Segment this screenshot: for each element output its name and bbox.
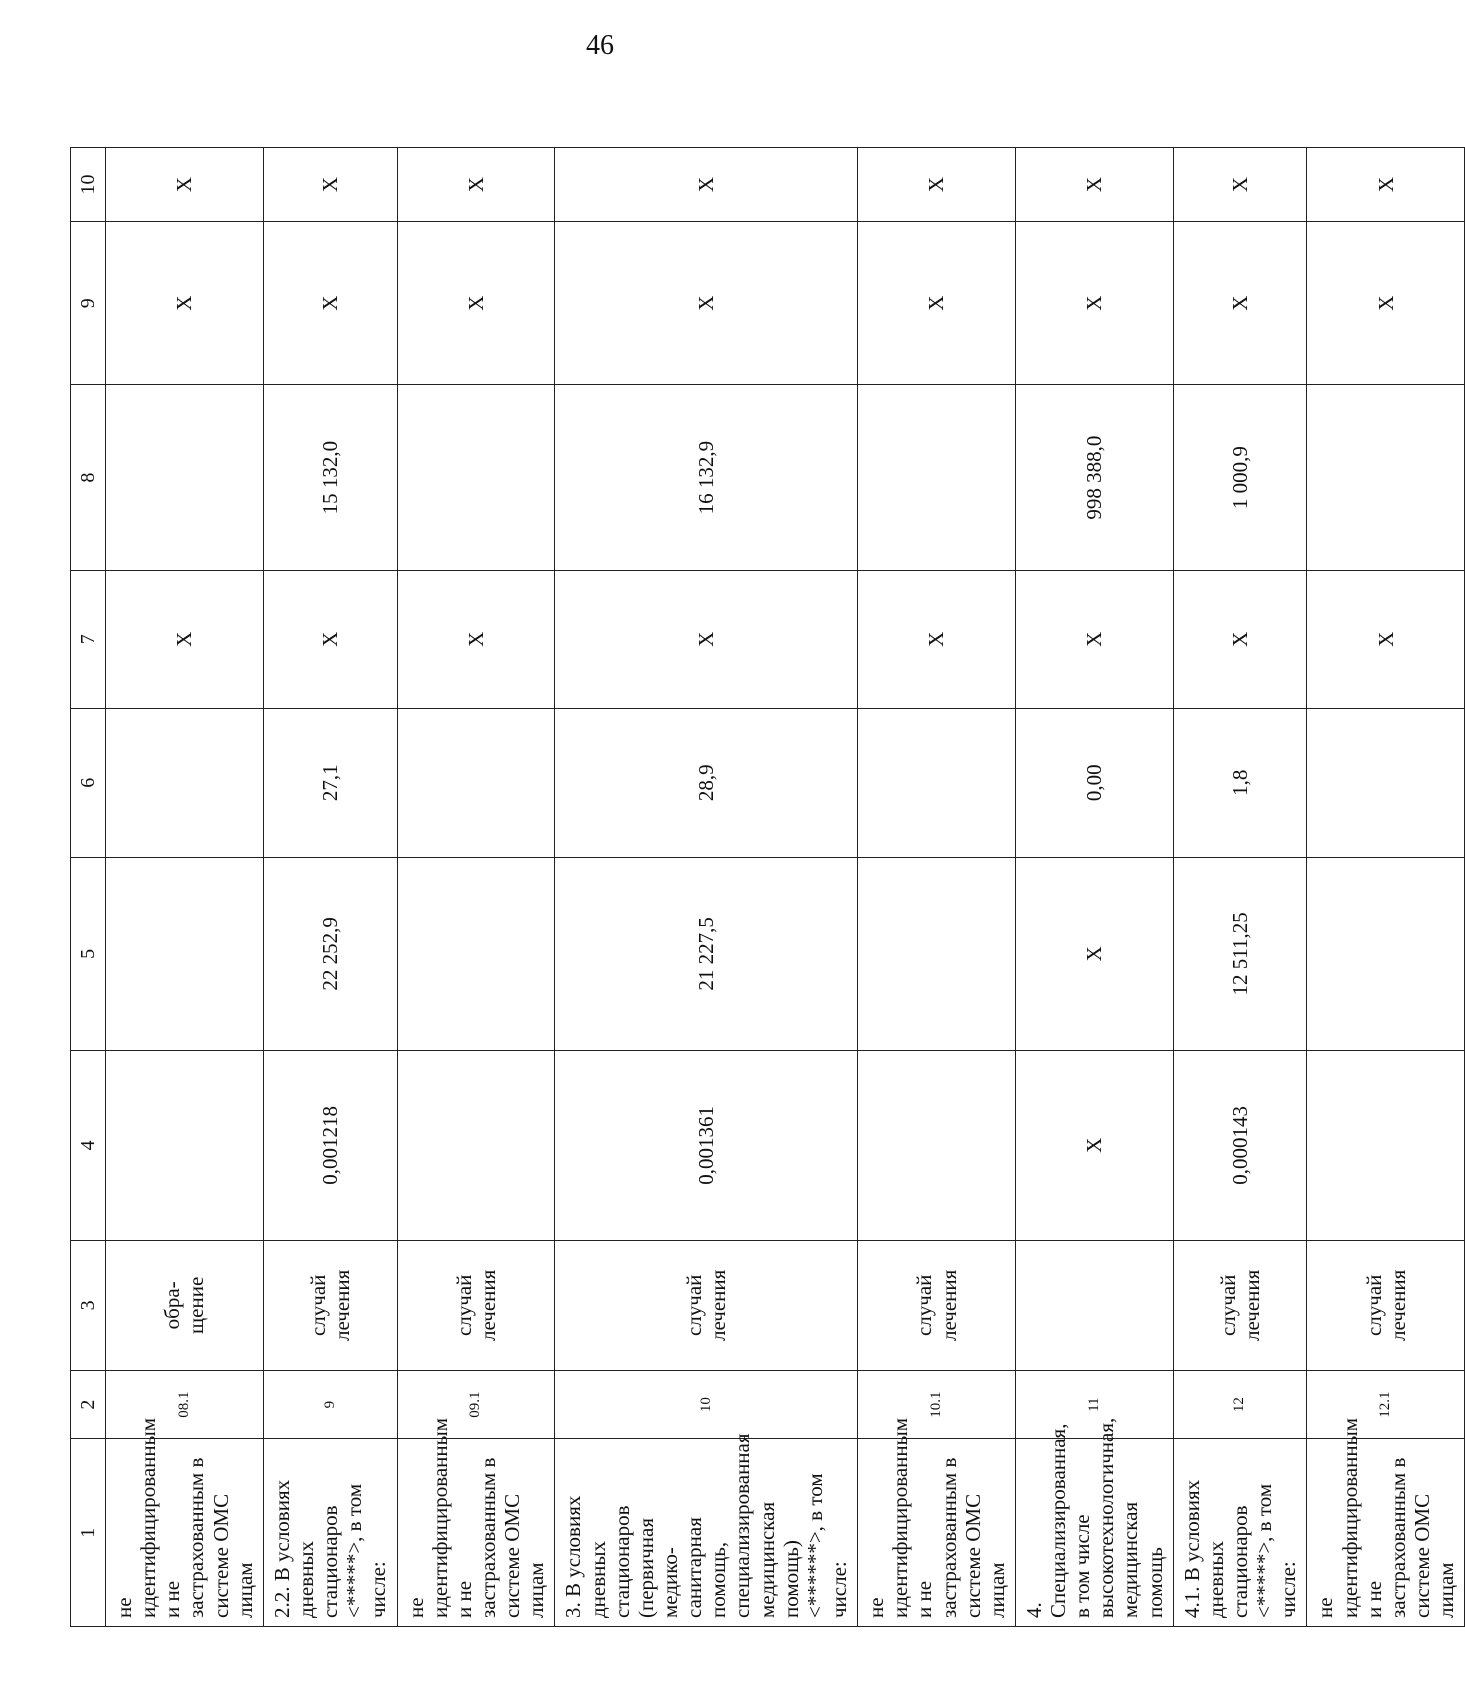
column-header: 1 <box>71 1439 106 1627</box>
cell-col-10: X <box>1173 148 1307 222</box>
cell-col-6: 1,8 <box>1173 708 1307 857</box>
cell-col-4 <box>106 1050 264 1240</box>
cell-col-6 <box>397 708 555 857</box>
cell-col-10: X <box>555 148 858 222</box>
cell-col-6: 28,9 <box>555 708 858 857</box>
cell-col-9: X <box>106 222 264 385</box>
cell-col-9: X <box>1173 222 1307 385</box>
cell-col-3: случай лечения <box>555 1240 858 1370</box>
cell-col-9: X <box>263 222 397 385</box>
cell-col-4 <box>397 1050 555 1240</box>
cell-col-9: X <box>1015 222 1173 385</box>
cell-col-6: 0,00 <box>1015 708 1173 857</box>
cell-col-6: 27,1 <box>263 708 397 857</box>
header-row <box>71 148 106 1627</box>
cell-col-4: X <box>1015 1050 1173 1240</box>
cell-col-5 <box>397 857 555 1050</box>
cell-col-1: не идентифицированным и не застрахованным в системе ОМС лицам <box>858 1439 1016 1627</box>
cell-col-2: 12 <box>1173 1370 1307 1438</box>
table-row <box>555 148 858 1627</box>
cell-col-2: 10 <box>555 1370 858 1438</box>
cell-col-2: 12.1 <box>1307 1370 1465 1438</box>
cell-col-9: X <box>397 222 555 385</box>
cell-col-8 <box>397 385 555 570</box>
cell-col-6 <box>106 708 264 857</box>
cell-col-5 <box>1307 857 1465 1050</box>
table-row <box>106 148 264 1627</box>
cell-col-6 <box>1307 708 1465 857</box>
cell-col-7: X <box>555 570 858 708</box>
column-header: 9 <box>71 222 106 385</box>
cell-col-3 <box>1015 1240 1173 1370</box>
cell-col-5: 22 252,9 <box>263 857 397 1050</box>
cell-col-2: 09.1 <box>397 1370 555 1438</box>
table-row <box>263 148 397 1627</box>
cell-col-1: не идентифицированным и не застрахованным в системе ОМС лицам <box>397 1439 555 1627</box>
cell-col-10: X <box>397 148 555 222</box>
cell-col-8: 998 388,0 <box>1015 385 1173 570</box>
cell-col-4: 0,000143 <box>1173 1050 1307 1240</box>
table-row <box>858 148 1016 1627</box>
column-header: 2 <box>71 1370 106 1438</box>
column-header: 5 <box>71 857 106 1050</box>
cell-col-10: X <box>106 148 264 222</box>
cell-col-7: X <box>106 570 264 708</box>
data-table <box>70 147 1465 1627</box>
column-header: 7 <box>71 570 106 708</box>
cell-col-7: X <box>1173 570 1307 708</box>
cell-col-4: 0,001361 <box>555 1050 858 1240</box>
cell-col-8 <box>858 385 1016 570</box>
cell-col-8 <box>106 385 264 570</box>
cell-col-2: 08.1 <box>106 1370 264 1438</box>
table-row <box>1173 148 1307 1627</box>
table-row <box>1015 148 1173 1627</box>
column-header: 10 <box>71 148 106 222</box>
cell-col-5 <box>106 857 264 1050</box>
table-row <box>397 148 555 1627</box>
cell-col-1: 4. Специализированная, в том числе высокотехнологичная, медицинская помощь <box>1015 1439 1173 1627</box>
cell-col-6 <box>858 708 1016 857</box>
cell-col-3: случай лечения <box>263 1240 397 1370</box>
cell-col-2: 11 <box>1015 1370 1173 1438</box>
cell-col-8: 15 132,0 <box>263 385 397 570</box>
cell-col-7: X <box>858 570 1016 708</box>
cell-col-8: 1 000,9 <box>1173 385 1307 570</box>
rotated-table-container <box>70 147 1459 1627</box>
column-header: 4 <box>71 1050 106 1240</box>
cell-col-10: X <box>858 148 1016 222</box>
column-header: 3 <box>71 1240 106 1370</box>
cell-col-8: 16 132,9 <box>555 385 858 570</box>
cell-col-9: X <box>1307 222 1465 385</box>
cell-col-1: 3. В условиях дневных стационаров (первичная медико-санитарная помощь, специализированная медицинская помощь) <******>, в том числе: <box>555 1439 858 1627</box>
page-number: 46 <box>586 30 614 61</box>
cell-col-9: X <box>858 222 1016 385</box>
cell-col-7: X <box>1015 570 1173 708</box>
cell-col-5: 21 227,5 <box>555 857 858 1050</box>
cell-col-1: не идентифицированным и не застрахованным в системе ОМС лицам <box>106 1439 264 1627</box>
cell-col-1: 2.2. В условиях дневных стационаров <*****>, в том числе: <box>263 1439 397 1627</box>
cell-col-3: случай лечения <box>1307 1240 1465 1370</box>
cell-col-3: обра- щение <box>106 1240 264 1370</box>
cell-col-3: случай лечения <box>397 1240 555 1370</box>
cell-col-2: 10.1 <box>858 1370 1016 1438</box>
cell-col-7: X <box>263 570 397 708</box>
cell-col-4 <box>858 1050 1016 1240</box>
cell-col-10: X <box>263 148 397 222</box>
cell-col-9: X <box>555 222 858 385</box>
cell-col-3: случай лечения <box>858 1240 1016 1370</box>
cell-col-4: 0,001218 <box>263 1050 397 1240</box>
cell-col-10: X <box>1307 148 1465 222</box>
cell-col-1: не идентифицированным и не застрахованным в системе ОМС лицам <box>1307 1439 1465 1627</box>
cell-col-7: X <box>1307 570 1465 708</box>
cell-col-8 <box>1307 385 1465 570</box>
cell-col-4 <box>1307 1050 1465 1240</box>
cell-col-7: X <box>397 570 555 708</box>
cell-col-5: X <box>1015 857 1173 1050</box>
cell-col-5 <box>858 857 1016 1050</box>
table-row <box>1307 148 1465 1627</box>
column-header: 6 <box>71 708 106 857</box>
cell-col-1: 4.1. В условиях дневных стационаров <*****>, в том числе: <box>1173 1439 1307 1627</box>
cell-col-2: 9 <box>263 1370 397 1438</box>
cell-col-3: случай лечения <box>1173 1240 1307 1370</box>
column-header: 8 <box>71 385 106 570</box>
cell-col-10: X <box>1015 148 1173 222</box>
cell-col-5: 12 511,25 <box>1173 857 1307 1050</box>
